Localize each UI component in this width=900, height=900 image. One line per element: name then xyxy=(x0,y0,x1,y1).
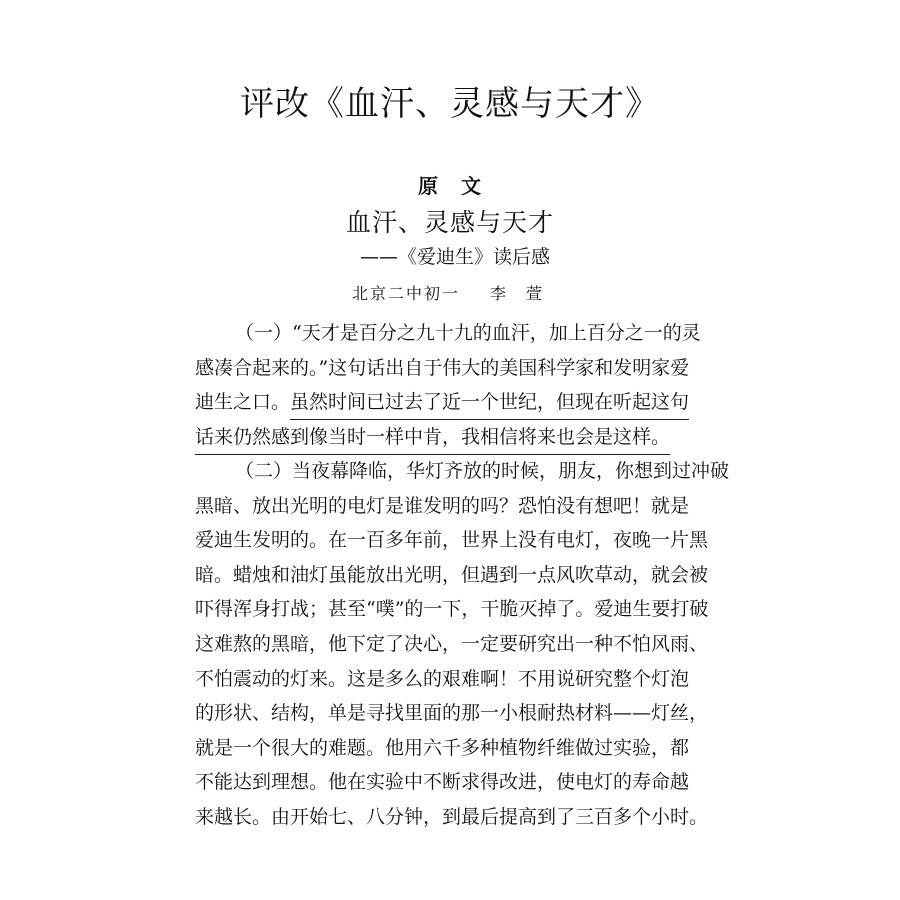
author-school: 北京二中初一 xyxy=(352,284,461,303)
author-line xyxy=(352,282,544,306)
section-label-char-2: 文 xyxy=(461,174,482,198)
paragraph-2-line: 不能达到理想。他在实验中不断求得改进，使电灯的寿命越 xyxy=(195,771,690,794)
underlined-sentence-part-1: 虽然时间已过去了近一个世纪，但现在听起这句 xyxy=(290,387,689,420)
paragraph-2-line: 不怕震动的灯来。这是多么的艰难啊！不用说研究整个灯泡 xyxy=(195,667,690,690)
paragraph-2-line: （二）当夜幕降临，华灯齐放的时候，朋友，你想到过冲破 xyxy=(235,460,730,482)
paragraph-2-line: 暗。蜡烛和油灯虽能放出光明，但遇到一点风吹草动，就会被 xyxy=(195,563,709,586)
paragraph-2-line: 的形状、结构，单是寻找里面的那一小根耐热材料——灯丝， xyxy=(195,702,709,725)
page-title: 评改《血汗、灵感与天才》 xyxy=(240,84,660,124)
paragraph-1-line xyxy=(195,420,720,455)
paragraph-2-line: 就是一个很大的难题。他用六千多种植物纤维做过实验，都 xyxy=(195,736,690,759)
section-label-char-1: 原 xyxy=(418,174,439,198)
article-title: 血汗、灵感与天才 xyxy=(345,208,554,237)
paragraph-2-line: 吓得浑身打战；甚至“噗”的一下，干脆灭掉了。爱迪生要打破 xyxy=(195,598,709,621)
paragraph-2-line: 来越长。由开始七、八分钟，到最后提高到了三百多个小时。 xyxy=(195,805,709,828)
author-name: 李 萱 xyxy=(490,284,545,303)
underlined-sentence-part-2: 话来仍然感到像当时一样中肯，我相信将来也会是这样。 xyxy=(195,422,670,455)
paragraph-2-line: 黑暗、放出光明的电灯是谁发明的吗？恐怕没有想吧！就是 xyxy=(195,494,690,517)
paragraph-1-line: （一）“天才是百分之九十九的血汗，加上百分之一的灵 xyxy=(235,322,701,344)
article-subtitle: ——《爱迪生》读后感 xyxy=(360,246,551,268)
section-label xyxy=(0,172,900,200)
paragraph-2 xyxy=(195,454,730,835)
paragraph-1-line-start: 迪生之口。 xyxy=(195,391,291,414)
paragraph-2-line: 这难熬的黑暗，他下定了决心，一定要研究出一种不怕风雨、 xyxy=(195,632,709,655)
paragraph-1-line xyxy=(195,385,720,420)
paragraph-1-line: 感凑合起来的。”这句话出自于伟大的美国科学家和发明家爱 xyxy=(195,356,690,379)
paragraph-2-line: 爱迪生发明的。在一百多年前，世界上没有电灯，夜晚一片黑 xyxy=(195,529,709,552)
paragraph-1 xyxy=(195,316,720,455)
